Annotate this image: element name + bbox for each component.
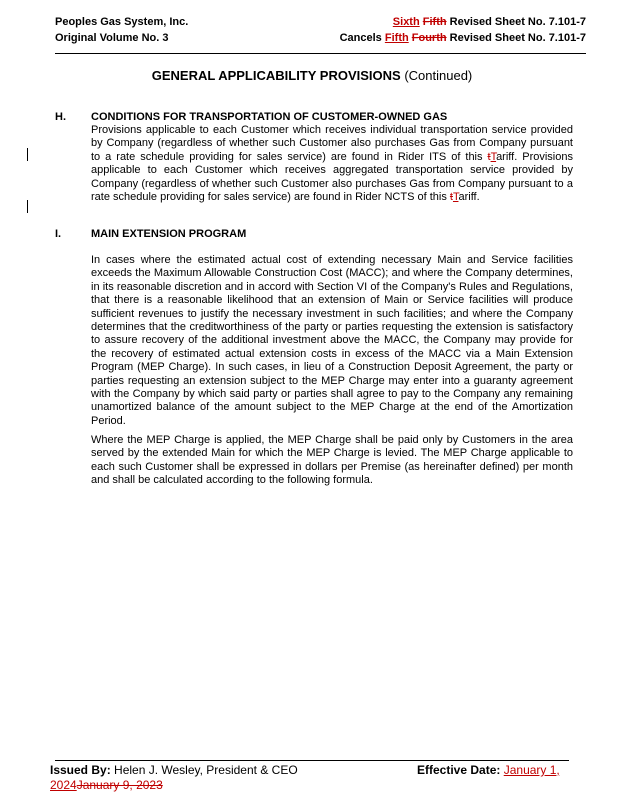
section-i-paragraph-2: Where the MEP Charge is applied, the MEP Charge shall be paid only by Customers in the area served by the extended Main for which the MEP Charge is levied. The MEP Charge applicable to each such Customer shall be expressed in dollars per Premise (as hereinafter defined) per month and shall be calculated according to the following formula.: [91, 434, 573, 487]
company-name: Peoples Gas System, Inc.: [55, 16, 189, 28]
issued-label: Issued By:: [50, 763, 111, 777]
section-h-text-1: Provisions applicable to each Customer which receives individual transportation service provided by Company (regardless of whether such Customer also purchases Gas from Company pursuant to a rate schedule providing for sales service) are found in Rider ITS of this: [91, 124, 573, 163]
sheet-rest: Revised Sheet No. 7.101-7: [449, 16, 586, 28]
cancels-rest: Revised Sheet No. 7.101-7: [449, 32, 586, 44]
sheet-new-revision: Sixth: [392, 16, 420, 28]
section-i-letter: I.: [55, 228, 62, 240]
sheet-old-revision: Fifth: [422, 16, 447, 28]
header-left: [55, 14, 188, 46]
cancels-line: [340, 30, 586, 46]
title-suffix: (Continued): [404, 68, 473, 83]
effective-date-line-2: [50, 777, 163, 793]
page-title: [0, 68, 624, 83]
cancels-new-revision: Fifth: [384, 32, 409, 44]
section-h-letter: H.: [55, 111, 66, 123]
sheet-number: [340, 14, 586, 30]
effective-label: Effective Date:: [417, 763, 501, 777]
revision-deleted-t-1: t: [487, 150, 491, 163]
revision-deleted-t-2: t: [449, 191, 453, 204]
section-h-heading: CONDITIONS FOR TRANSPORTATION OF CUSTOMER-OWNED GAS: [91, 111, 448, 123]
section-i-paragraph-1: In cases where the estimated actual cost of extending necessary Main and Service facilities exceeds the Maximum Allowable Construction Cost (MACC); and where the Company determines, in its reasonable discretion and in accord with Section VI of the Company's Rules and Regulations, that there is a reasonable likelihood that an extension of Main or Service facilities will produce sufficient revenues to justify the necessary investment in such facilities; and where the Company determines that the creditworthiness of the party or parties requesting the extension is satisfactory to assure recovery of the additional investment above the MACC, the Company may provide for the recovery of estimated actual extension costs in excess of the MACC via a Main Extension Program (MEP Charge). In such cases, in lieu of a Construction Deposit Agreement, the party or parties requesting an extension subject to the MEP Charge may enter into a guaranty agreement with the Company by which said party or parties shall agree to pay to the Company any remaining unamortized balance of the amount subject to the MEP Charge at the end of the Amortization Period.: [91, 254, 573, 427]
effective-new-2: 2024: [50, 778, 77, 792]
header-rule: [55, 53, 586, 54]
title-main: GENERAL APPLICABILITY PROVISIONS: [151, 68, 401, 83]
issued-by: [50, 762, 298, 778]
effective-date: [417, 762, 560, 778]
section-h-text: [91, 124, 573, 204]
cancels-prefix: Cancels: [339, 32, 382, 44]
section-h-text-3: ariff.: [458, 191, 480, 204]
effective-old: January 9, 2023: [76, 778, 163, 792]
revision-inserted-T-2: T: [452, 191, 459, 204]
section-i-heading: MAIN EXTENSION PROGRAM: [91, 228, 247, 240]
change-bar-1: [27, 148, 28, 161]
volume-number: Original Volume No. 3: [55, 32, 169, 44]
cancels-old-revision: Fourth: [411, 32, 447, 44]
footer-rule: [55, 760, 569, 761]
section-h-text-2: ariff. Provisions applicable to each Customer which receives aggregated transportation service provided by Company (regardless of whether such Customer also purchases Gas from Company pursuant to a rate schedule providing for sales service) are found in Rider NCTS of this: [91, 150, 573, 204]
header-right: [340, 14, 586, 46]
effective-new-1: January 1,: [503, 763, 560, 777]
revision-inserted-T-1: T: [490, 150, 497, 163]
issued-name: Helen J. Wesley, President & CEO: [114, 763, 298, 777]
change-bar-2: [27, 200, 28, 213]
